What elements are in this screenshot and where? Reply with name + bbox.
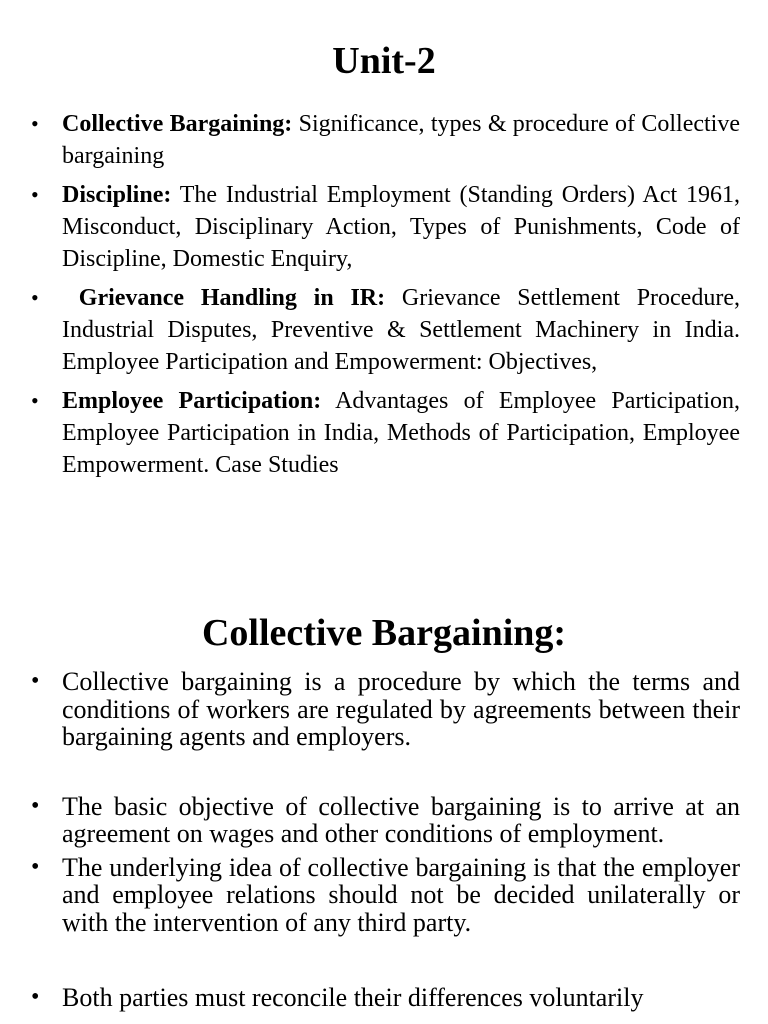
slide-unit-2 [0,0,768,500]
bullet-icon: • [31,984,40,1010]
item-text: The underlying idea of collective bargaining is that the employer and employee relations should not be decided unilaterally or with the intervention of any third party. [62,852,740,937]
list-item [0,668,768,751]
item-text: Both parties must reconcile their differences voluntarily [62,983,644,1012]
item-heading: Discipline: [62,182,172,208]
item-text: Collective bargaining is a procedure by which the terms and conditions of workers are regulated by agreements between their bargaining agents and employers. [62,667,740,751]
list-item [0,108,768,172]
bullet-icon: • [31,792,40,819]
item-heading: Grievance Handling in IR: [62,285,386,311]
topic-list [0,108,768,488]
item-text: The basic objective of collective bargaining is to arrive at an agreement on wages and other conditions of employment. [62,791,740,848]
bullet-icon: • [31,285,39,310]
bullet-icon: • [31,111,39,136]
bullet-icon: • [31,388,39,413]
item-heading: Collective Bargaining: [62,111,293,137]
list-item [0,793,768,848]
item-text: The Industrial Employment (Standing Orders) Act 1961, Misconduct, Disciplinary Action, Types of Punishments, Code of Discipline, Domestic Enquiry, [62,182,740,272]
definition-list [0,668,768,1012]
list-item [0,854,768,937]
list-item [0,385,768,481]
slide-title: Collective Bargaining: [201,612,567,654]
item-text: Significance, types & procedure of Collective bargaining [62,111,740,169]
list-item [0,179,768,275]
item-text: Advantages of Employee Participation, Employee Participation in India, Methods of Participation, Employee Empowerment. Case Studies [62,388,740,478]
bullet-icon: • [31,668,40,694]
item-heading: Employee Participation: [62,388,322,414]
list-item [0,984,768,1012]
bullet-icon: • [31,182,39,207]
slide-collective-bargaining [0,500,768,1024]
bullet-icon: • [31,853,40,880]
item-text: Grievance Settlement Procedure, Industrial Disputes, Preventive & Settlement Machinery in India. Employee Participation and Empowerment: Objectives, [62,285,740,375]
slide-title: Unit-2 [332,40,436,82]
list-item [0,282,768,378]
